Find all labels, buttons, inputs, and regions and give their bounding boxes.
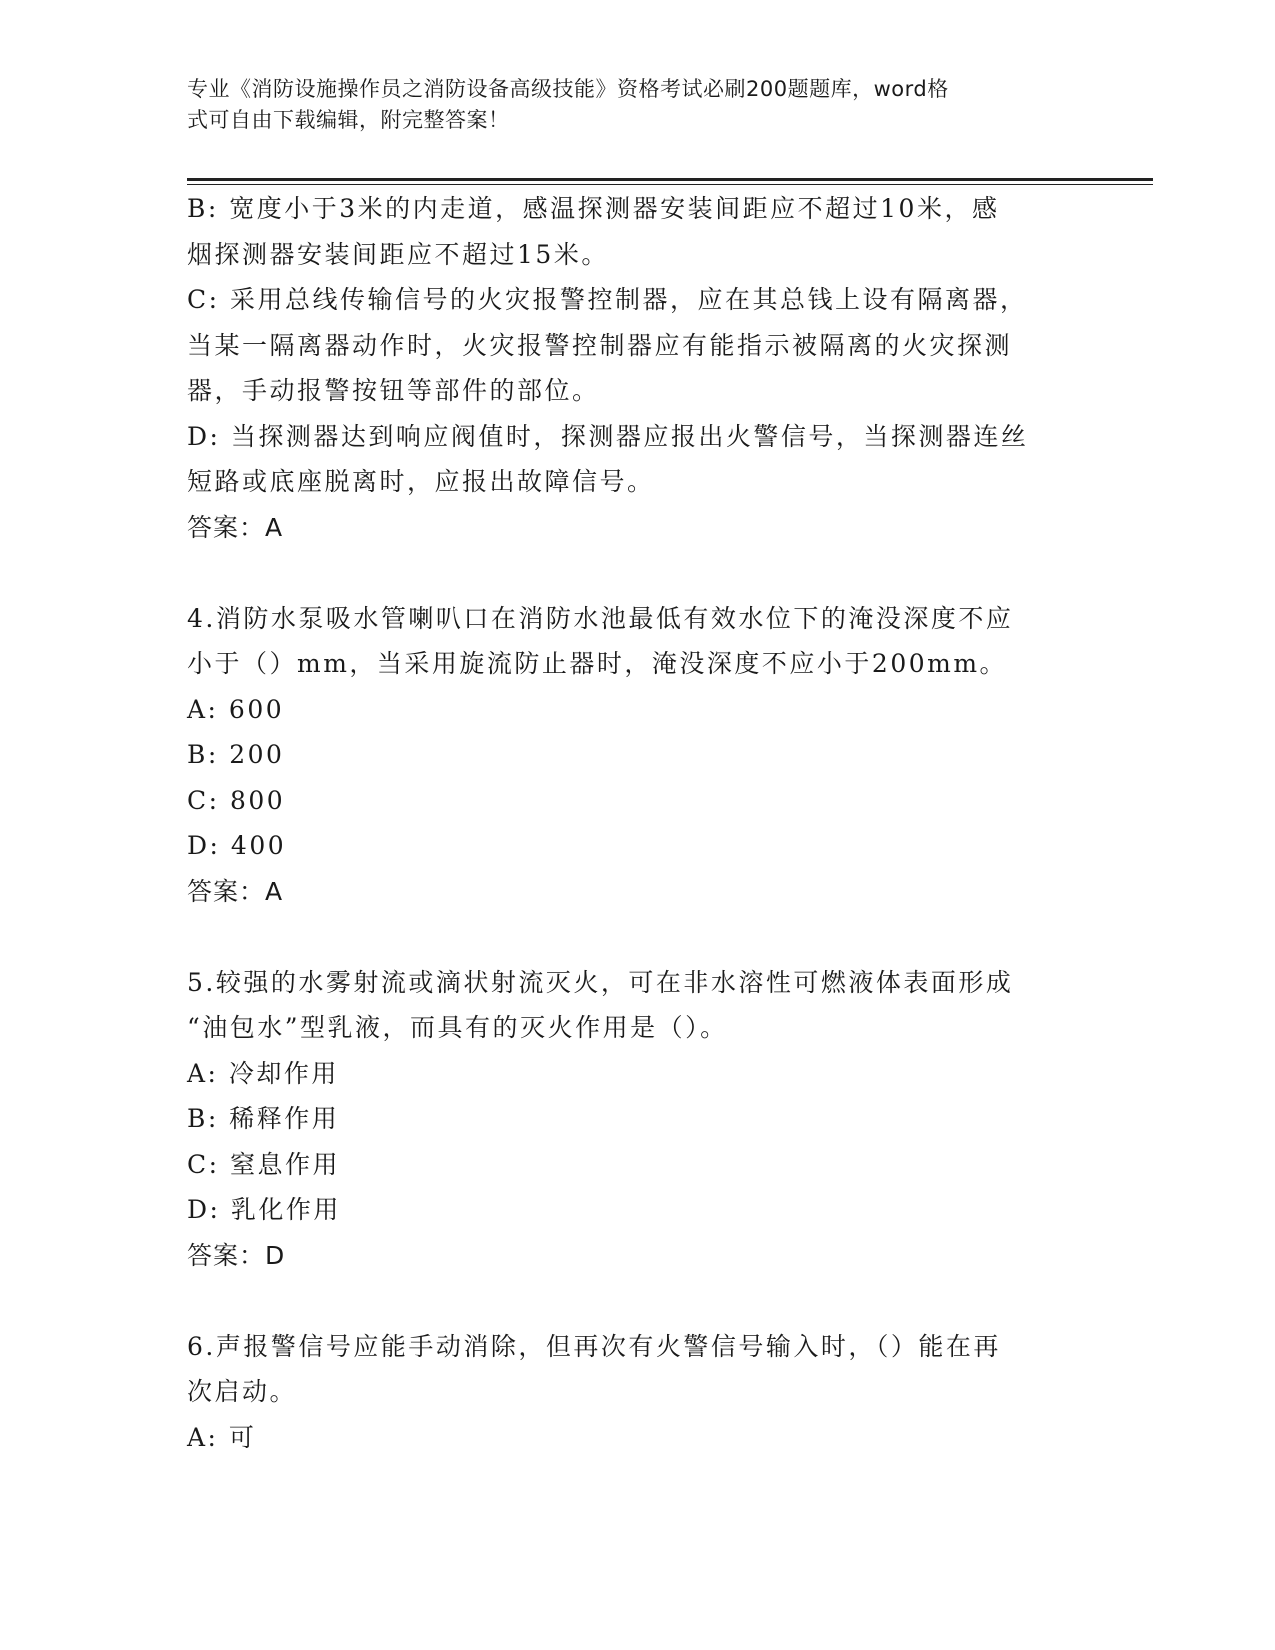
spacer	[187, 1278, 1087, 1324]
header-line-1: 专业《消防设施操作员之消防设备高级技能》资格考试必刷200题题库，word格	[187, 77, 949, 101]
question-stem-line-1: 6.声报警信号应能手动消除，但再次有火警信号输入时，（）能在再	[187, 1331, 1001, 1361]
option-b-line-2: 烟探测器安装间距应不超过15米。	[187, 239, 609, 269]
option-b-line-1: B: 宽度小于3米的内走道，感温探测器安装间距应不超过10米，感	[187, 194, 1000, 223]
answer: 答案：D	[187, 1240, 286, 1270]
option-c: C: 800	[187, 785, 286, 815]
option-a: A: 可	[187, 1422, 257, 1452]
option-a: A: 冷却作用	[187, 1058, 339, 1088]
option-d: D: 400	[187, 831, 287, 860]
document-header	[187, 74, 1067, 136]
question-stem-line-1: 5.较强的水雾射流或滴状射流灭火，可在非水溶性可燃液体表面形成	[187, 967, 1014, 997]
option-d-line-1: D: 当探测器达到响应阀值时，探测器应报出火警信号，当探测器连丝	[187, 421, 1029, 451]
header-line-2: 式可自由下载编辑，附完整答案！	[187, 108, 510, 132]
header-divider-thick	[187, 178, 1153, 181]
answer: 答案：A	[187, 876, 284, 906]
option-c-line-1: C: 采用总线传输信号的火灾报警控制器，应在其总钱上设有隔离器，	[187, 285, 1028, 314]
spacer	[187, 914, 1087, 960]
question-4	[187, 596, 1087, 915]
option-c: C: 窒息作用	[187, 1149, 340, 1179]
option-a: A: 600	[187, 694, 285, 724]
header-divider-thin	[187, 184, 1153, 185]
option-d-line-2: 短路或底座脱离时，应报出故障信号。	[187, 467, 655, 496]
option-c-line-2: 当某一隔离器动作时，火灾报警控制器应有能指示被隔离的火灾探测	[187, 330, 1013, 360]
spacer	[187, 550, 1087, 596]
question-6	[187, 1324, 1087, 1461]
question-stem-line-2: “油包水”型乳液，而具有的灭火作用是（）。	[187, 1013, 728, 1042]
option-c-line-3: 器，手动报警按钮等部件的部位。	[187, 376, 600, 405]
question-stem-line-2: 次启动。	[187, 1377, 298, 1406]
option-b: B: 200	[187, 740, 285, 769]
option-d: D: 乳化作用	[187, 1195, 341, 1224]
question-stem-line-1: 4.消防水泵吸水管喇叭口在消防水池最低有效水位下的淹没深度不应	[187, 603, 1014, 633]
question-3-tail	[187, 186, 1087, 550]
answer: 答案：A	[187, 512, 284, 542]
question-content	[187, 186, 1087, 1460]
question-5	[187, 960, 1087, 1279]
option-b: B: 稀释作用	[187, 1104, 340, 1133]
question-stem-line-2: 小于（）mm，当采用旋流防止器时，淹没深度不应小于200mm。	[187, 649, 1008, 678]
